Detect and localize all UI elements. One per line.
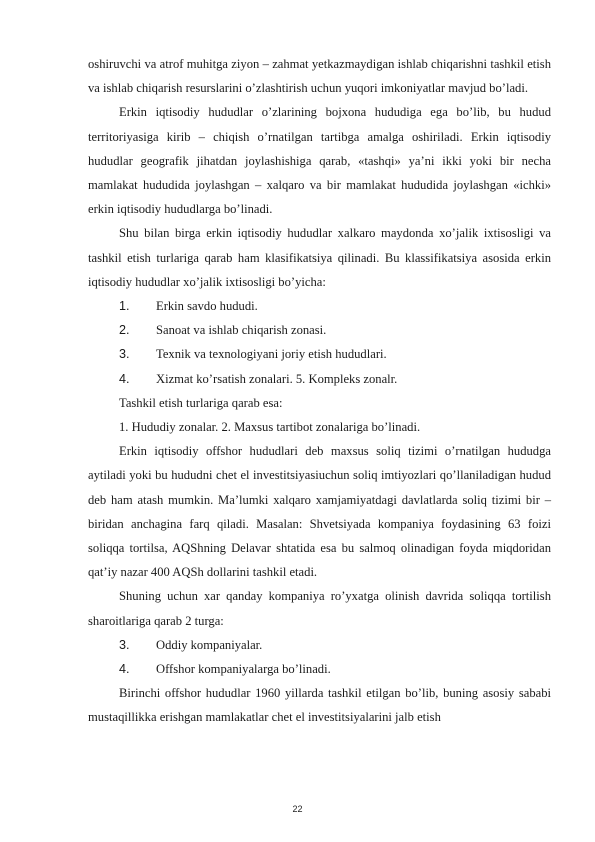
paragraph-6: Erkin iqtisodiy offshor hududlari deb maxsus soliq tizimi o’rnatilgan hududga aytiladi yoki bu hududni chet el investitsiyasiuchun soliq imtiyozlari qo’llaniladigan hudud deb ham atash mumkin. Ma’lumki xalqaro xamjamiyatdagi davlatlarda soliq tizimi bir – biridan anchagina farq qiladi. Masalan: Shvetsiyada kompaniya foydasining 63 foizi soliqqa tortilsa, AQShning Delavar shtatida esa bu salmoq olinadigan foyda miqdoridan qat’iy nazar 400 AQSh dollarini tashkil etadi. bbox=[88, 444, 551, 580]
list-item bbox=[88, 633, 551, 657]
list-item-number: 4. bbox=[119, 662, 130, 677]
list-item-text: Oddiy kompaniyalar. bbox=[156, 637, 263, 652]
list-item-number: 4. bbox=[119, 371, 130, 386]
list-item-text: Sanoat va ishlab chiqarish zonasi. bbox=[156, 323, 327, 338]
list-item bbox=[88, 342, 551, 366]
list-item-number: 2. bbox=[119, 323, 130, 338]
paragraph-4: Tashkil etish turlariga qarab esa: bbox=[119, 395, 283, 410]
list-item-number: 3. bbox=[119, 637, 130, 652]
document-body bbox=[88, 52, 551, 730]
list-item-text: Erkin savdo hududi. bbox=[156, 299, 258, 314]
list-item bbox=[88, 318, 551, 342]
paragraph-8: Birinchi offshor hududlar 1960 yillarda tashkil etilgan bo’lib, buning asosiy sababi mustaqillikka erishgan mamlakatlar chet el investitsiyalarini jalb etish bbox=[88, 686, 551, 725]
page-number: 22 bbox=[292, 804, 303, 814]
paragraph-3: Shu bilan birga erkin iqtisodiy hududlar xalkaro maydonda xo’jalik ixtisosligi va tashkil etish turlariga qarab ham klasifikatsiya qilinadi. Bu klassifikatsiya asosida erkin iqtisodiy hududlar xo’jalik ixtisosligi bo’yicha: bbox=[88, 226, 551, 289]
list-item-text: Texnik va texnologiyani joriy etish hududlari. bbox=[156, 347, 387, 362]
list-company-types bbox=[88, 633, 551, 681]
list-item bbox=[88, 367, 551, 391]
paragraph-1: oshiruvchi va atrof muhitga ziyon – zahmat yetkazmaydigan ishlab chiqarishni tashkil etish va ishlab chiqarish resurslarini o’zlashtirish uchun yuqori imkoniyatlar mavjud bo’ladi. bbox=[88, 57, 551, 96]
list-item-number: 1. bbox=[119, 299, 130, 314]
list-item-text: Offshor kompaniyalarga bo’linadi. bbox=[156, 662, 331, 677]
list-item-text: Xizmat ko’rsatish zonalari. 5. Kompleks zonalr. bbox=[156, 371, 398, 386]
list-specialization bbox=[88, 294, 551, 391]
list-item-number: 3. bbox=[119, 347, 130, 362]
paragraph-5: 1. Hududiy zonalar. 2. Maxsus tartibot zonalariga bo’linadi. bbox=[119, 420, 421, 435]
paragraph-2: Erkin iqtisodiy hududlar o’zlarining bojxona hududiga ega bo’lib, bu hudud territoriyasiga kirib – chiqish o’rnatilgan tartibga amalga oshiriladi. Erkin iqtisodiy hududlar geografik jihatdan joylashishiga qarab, «tashqi» ya’ni ikki yoki bir necha mamlakat hududida joylashgan – xalqaro va bir mamlakat hududida joylashgan «ichki» erkin iqtisodiy hududlarga bo’linadi. bbox=[88, 105, 551, 217]
list-item bbox=[88, 657, 551, 681]
list-item bbox=[88, 294, 551, 318]
paragraph-7: Shuning uchun xar qanday kompaniya ro’yxatga olinish davrida soliqqa tortilish sharoitlariga qarab 2 turga: bbox=[88, 589, 551, 628]
